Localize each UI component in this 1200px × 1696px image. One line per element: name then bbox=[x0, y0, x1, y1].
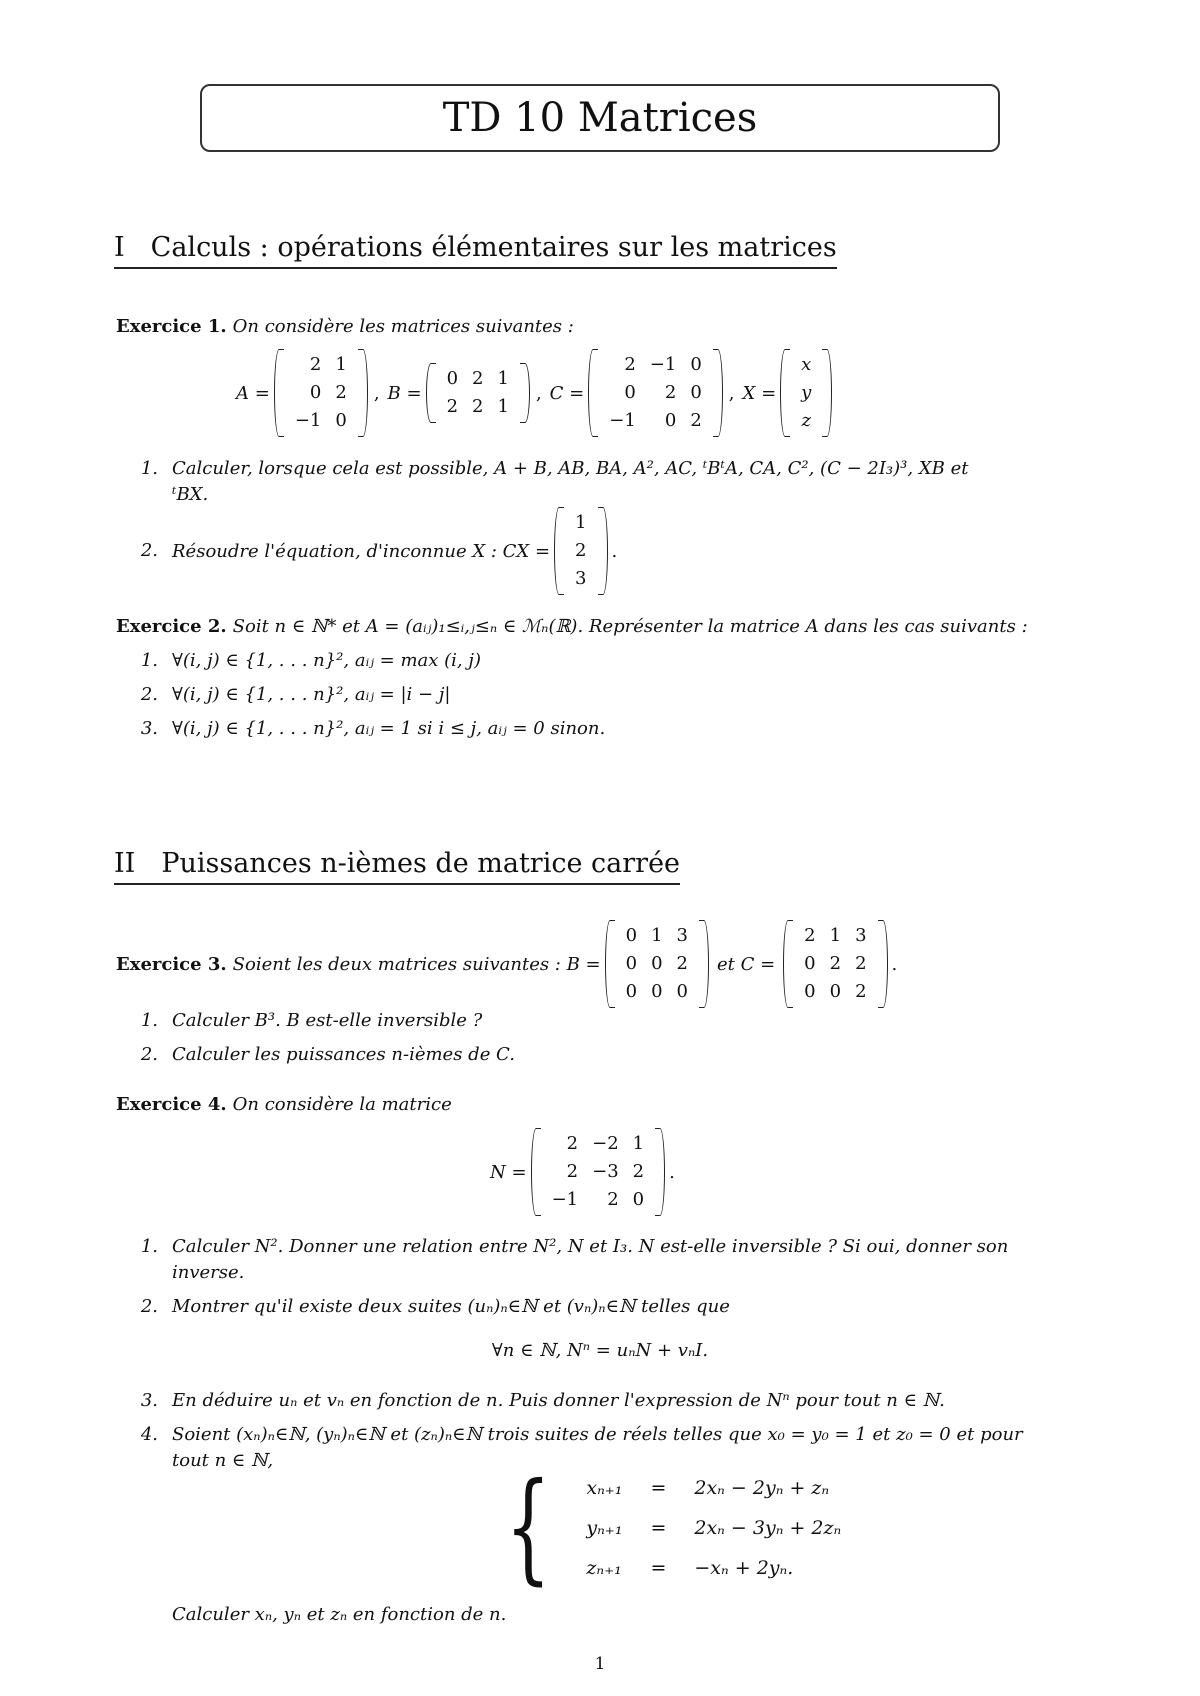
matrix-row bbox=[619, 978, 695, 1006]
matrix-row bbox=[794, 379, 818, 407]
ex4-q4-final: Calculer xₙ, yₙ et zₙ en fonction de n. bbox=[172, 1604, 507, 1625]
section-2-heading bbox=[114, 848, 680, 885]
exercise-1-label: Exercice 1. bbox=[116, 316, 227, 337]
matrix-A-name: A = bbox=[236, 382, 270, 404]
page-title: TD 10 Matrices bbox=[200, 84, 1000, 152]
matrix-entry: 2 bbox=[690, 410, 702, 431]
matrix-B-name: B = bbox=[387, 382, 422, 404]
matrix-entry: 1 bbox=[651, 925, 663, 946]
matrix-X bbox=[780, 349, 832, 437]
system-row-2-eq: = bbox=[650, 1517, 667, 1539]
ex4-q1-line2: inverse. bbox=[172, 1262, 245, 1283]
matrix-entry: 0 bbox=[804, 953, 816, 974]
matrix-entry: 0 bbox=[829, 981, 842, 1002]
system-row-1-lhs: xₙ₊₁ bbox=[586, 1477, 623, 1499]
ex3-item-2-text: Calculer les puissances n-ièmes de C. bbox=[172, 1044, 515, 1065]
matrix-C bbox=[588, 349, 723, 437]
section-2-title: Puissances n-ièmes de matrice carrée bbox=[161, 848, 681, 879]
matrix-entry: 2 bbox=[566, 1133, 579, 1154]
matrix-row bbox=[288, 351, 354, 379]
exercise-4-label: Exercice 4. bbox=[116, 1094, 227, 1115]
matrix-entry: 2 bbox=[446, 396, 459, 417]
exercise-4-text: On considère la matrice bbox=[232, 1094, 452, 1115]
matrix-entry: −1 bbox=[649, 354, 677, 375]
recurrence-system bbox=[490, 1458, 855, 1597]
system-row-3-rhs: −xₙ + 2yₙ. bbox=[694, 1557, 794, 1579]
matrix-entry: 2 bbox=[855, 981, 867, 1002]
ex4-q4-number: 4. bbox=[140, 1424, 158, 1445]
system-row-1-eq: = bbox=[650, 1477, 667, 1499]
exercise-2-label: Exercice 2. bbox=[116, 616, 227, 637]
ex1-q1-line1: Calculer, lorsque cela est possible, A + B, AB, BA, A², AC, ᵗBᵗA, CA, C², (C − 2I₃)³, XB et bbox=[172, 458, 969, 479]
ex1-q2-rhs-vector bbox=[554, 507, 607, 595]
system-row-3-lhs: zₙ₊₁ bbox=[586, 1557, 622, 1579]
matrix-row bbox=[794, 351, 818, 379]
section-1-title: Calculs : opérations élémentaires sur les matrices bbox=[150, 232, 837, 263]
exercise-4-intro bbox=[116, 1094, 452, 1116]
matrix-row bbox=[545, 1158, 652, 1186]
ex2-item-2-number: 2. bbox=[140, 684, 158, 705]
left-brace-icon: { bbox=[505, 1458, 552, 1597]
ex3-item-1-text: Calculer B³. B est-elle inversible ? bbox=[172, 1010, 483, 1031]
matrix-entry: 1 bbox=[497, 396, 509, 417]
exercise-1-text: On considère les matrices suivantes : bbox=[232, 316, 574, 337]
ex3-matrix-B bbox=[605, 920, 709, 1008]
matrix-N-name: N = bbox=[490, 1161, 527, 1183]
matrix-entry: −1 bbox=[294, 410, 322, 431]
matrix-entry: 0 bbox=[625, 953, 638, 974]
matrix-entry: 3 bbox=[575, 568, 587, 589]
ex1-q2-text: Résoudre l'équation, d'inconnue X : CX = bbox=[172, 540, 551, 562]
system-row-2-lhs: yₙ₊₁ bbox=[586, 1517, 623, 1539]
matrix-entry: 2 bbox=[829, 953, 842, 974]
ex2-item-1-text: ∀(i, j) ∈ {1, . . . n}², aᵢⱼ = max (i, j) bbox=[172, 650, 481, 671]
system-row-2-rhs: 2xₙ − 3yₙ + 2zₙ bbox=[694, 1517, 842, 1539]
ex4-q3-text: En déduire uₙ et vₙ en fonction de n. Puis donner l'expression de Nⁿ pour tout n ∈ ℕ. bbox=[172, 1390, 945, 1411]
matrix-entry: 2 bbox=[566, 1161, 579, 1182]
matrix-entry: 2 bbox=[676, 953, 688, 974]
matrix-entry: 2 bbox=[632, 1161, 645, 1182]
matrix-entry: 0 bbox=[624, 382, 636, 403]
matrix-row bbox=[797, 950, 873, 978]
matrix-row bbox=[619, 922, 695, 950]
section-1-number: I bbox=[114, 232, 125, 263]
matrix-C-name: C = bbox=[549, 382, 585, 404]
matrix-entry: 0 bbox=[651, 981, 663, 1002]
ex2-item-3-text: ∀(i, j) ∈ {1, . . . n}², aᵢⱼ = 1 si i ≤ j, aᵢⱼ = 0 sinon. bbox=[172, 718, 606, 739]
ex3-item-1-number: 1. bbox=[140, 1010, 158, 1031]
matrix-entry: 2 bbox=[472, 368, 484, 389]
matrix-entry: 1 bbox=[632, 1133, 645, 1154]
ex4-q1-number: 1. bbox=[140, 1236, 158, 1257]
matrix-entry: −3 bbox=[592, 1161, 619, 1182]
matrix-entry: 0 bbox=[625, 925, 638, 946]
ex2-item-1-number: 1. bbox=[140, 650, 158, 671]
matrix-row bbox=[568, 509, 593, 537]
matrix-entry: 2 bbox=[855, 953, 867, 974]
matrix-entry: −1 bbox=[609, 410, 636, 431]
page-number: 1 bbox=[594, 1654, 606, 1674]
system-row-1-rhs: 2xₙ − 2yₙ + zₙ bbox=[694, 1477, 830, 1499]
exercise-1-matrices: A = 2 1 0 2 −1 0 , B = 0 2 1 2 2 1 , C = 2 −1 0 0 2 0 −1 0 2 , X = x y z bbox=[236, 348, 836, 438]
matrix-A bbox=[274, 349, 368, 437]
matrix-entry: x bbox=[801, 354, 812, 375]
matrix-entry: −2 bbox=[592, 1133, 619, 1154]
system-row bbox=[572, 1468, 855, 1508]
ex4-q4-line2: tout n ∈ ℕ, bbox=[172, 1450, 274, 1471]
matrix-B bbox=[426, 363, 530, 423]
matrix-entry: 2 bbox=[472, 396, 484, 417]
matrix-row bbox=[602, 407, 709, 435]
exercise-3-text: Soient les deux matrices suivantes : B = bbox=[232, 953, 601, 975]
ex1-q1-line2: ᵗBX. bbox=[172, 484, 209, 505]
matrix-entry: 0 bbox=[651, 953, 663, 974]
matrix-X-name: X = bbox=[742, 382, 777, 404]
matrix-row bbox=[602, 351, 709, 379]
ex3-item-2-number: 2. bbox=[140, 1044, 158, 1065]
matrix-entry: 0 bbox=[690, 354, 702, 375]
system-row bbox=[572, 1508, 855, 1548]
matrix-entry: 2 bbox=[607, 1189, 619, 1210]
matrix-entry: 2 bbox=[575, 540, 587, 561]
matrix-entry: 0 bbox=[690, 382, 702, 403]
exercise-2-text: Soit n ∈ ℕ* et A = (aᵢⱼ)₁≤ᵢ,ⱼ≤ₙ ∈ ℳₙ(ℝ). Représenter la matrice A dans les cas suivants : bbox=[232, 616, 1028, 637]
matrix-entry: 0 bbox=[335, 410, 347, 431]
matrix-entry: 3 bbox=[676, 925, 688, 946]
exercise-2-intro bbox=[116, 616, 1028, 638]
ex2-item-3-number: 3. bbox=[140, 718, 158, 739]
matrix-entry: −1 bbox=[551, 1189, 579, 1210]
ex4-matrix-N-display: N = 2 −2 1 2 −3 2 −1 2 0 . bbox=[490, 1126, 675, 1218]
matrix-row bbox=[794, 407, 818, 435]
ex3-matrix-C bbox=[783, 920, 887, 1008]
matrix-entry: 0 bbox=[804, 981, 816, 1002]
matrix-row bbox=[797, 978, 873, 1006]
matrix-entry: 3 bbox=[855, 925, 867, 946]
ex4-q2-number: 2. bbox=[140, 1296, 158, 1317]
ex4-q2-text: Montrer qu'il existe deux suites (uₙ)ₙ∈ℕ et (vₙ)ₙ∈ℕ telles que bbox=[172, 1296, 730, 1317]
section-1-heading bbox=[114, 232, 837, 269]
section-2-number: II bbox=[114, 848, 136, 879]
matrix-entry: 0 bbox=[632, 1189, 645, 1210]
matrix-entry: 1 bbox=[829, 925, 842, 946]
matrix-entry: y bbox=[801, 382, 812, 403]
matrix-row bbox=[440, 365, 516, 393]
matrix-entry: 2 bbox=[624, 354, 636, 375]
system-row-3-eq: = bbox=[650, 1557, 667, 1579]
matrix-row bbox=[545, 1186, 652, 1214]
matrix-row bbox=[602, 379, 709, 407]
ex2-item-2-text: ∀(i, j) ∈ {1, . . . n}², aᵢⱼ = |i − j| bbox=[172, 684, 451, 705]
matrix-row bbox=[568, 537, 593, 565]
ex1-q2-number: 2. bbox=[140, 540, 158, 561]
matrix-row bbox=[797, 922, 873, 950]
ex4-q3-number: 3. bbox=[140, 1390, 158, 1411]
matrix-entry: 2 bbox=[664, 382, 677, 403]
ex4-q2-formula: ∀n ∈ ℕ, Nⁿ = uₙN + vₙI. bbox=[491, 1340, 709, 1361]
ex4-q1-line1: Calculer N². Donner une relation entre N², N et I₃. N est-elle inversible ? Si oui, donner son bbox=[172, 1236, 1009, 1257]
ex4-q4-line1: Soient (xₙ)ₙ∈ℕ, (yₙ)ₙ∈ℕ et (zₙ)ₙ∈ℕ trois suites de réels telles que x₀ = y₀ = 1 et z₀ = 0 et pour bbox=[172, 1424, 1023, 1445]
matrix-entry: 0 bbox=[446, 368, 459, 389]
ex3-connector: et C = bbox=[716, 953, 776, 975]
matrix-row bbox=[440, 393, 516, 421]
matrix-entry: 2 bbox=[804, 925, 816, 946]
exercise-3-label: Exercice 3. bbox=[116, 953, 227, 975]
matrix-entry: 2 bbox=[309, 354, 322, 375]
matrix-entry: 0 bbox=[309, 382, 322, 403]
matrix-entry: 0 bbox=[664, 410, 677, 431]
matrix-entry: 1 bbox=[335, 354, 347, 375]
matrix-entry: z bbox=[801, 410, 811, 431]
matrix-entry: 0 bbox=[676, 981, 688, 1002]
matrix-row bbox=[568, 565, 593, 593]
matrix-N bbox=[531, 1128, 666, 1216]
matrix-entry: 2 bbox=[335, 382, 347, 403]
ex1-q2: Résoudre l'équation, d'inconnue X : CX = 1 2 3 . bbox=[172, 508, 617, 594]
matrix-entry: 1 bbox=[575, 512, 587, 533]
exercise-1-intro bbox=[116, 316, 574, 338]
matrix-row bbox=[288, 379, 354, 407]
ex1-q1-number: 1. bbox=[140, 458, 158, 479]
exercise-3-intro: Exercice 3. Soient les deux matrices suivantes : B = 0 1 3 0 0 2 0 0 0 et C = 2 1 3 0 2 2 0 0 2 . bbox=[116, 918, 897, 1010]
matrix-row bbox=[619, 950, 695, 978]
matrix-entry: 0 bbox=[625, 981, 638, 1002]
matrix-row bbox=[545, 1130, 652, 1158]
matrix-entry: 1 bbox=[497, 368, 509, 389]
matrix-row bbox=[288, 407, 354, 435]
system-row bbox=[572, 1548, 855, 1588]
